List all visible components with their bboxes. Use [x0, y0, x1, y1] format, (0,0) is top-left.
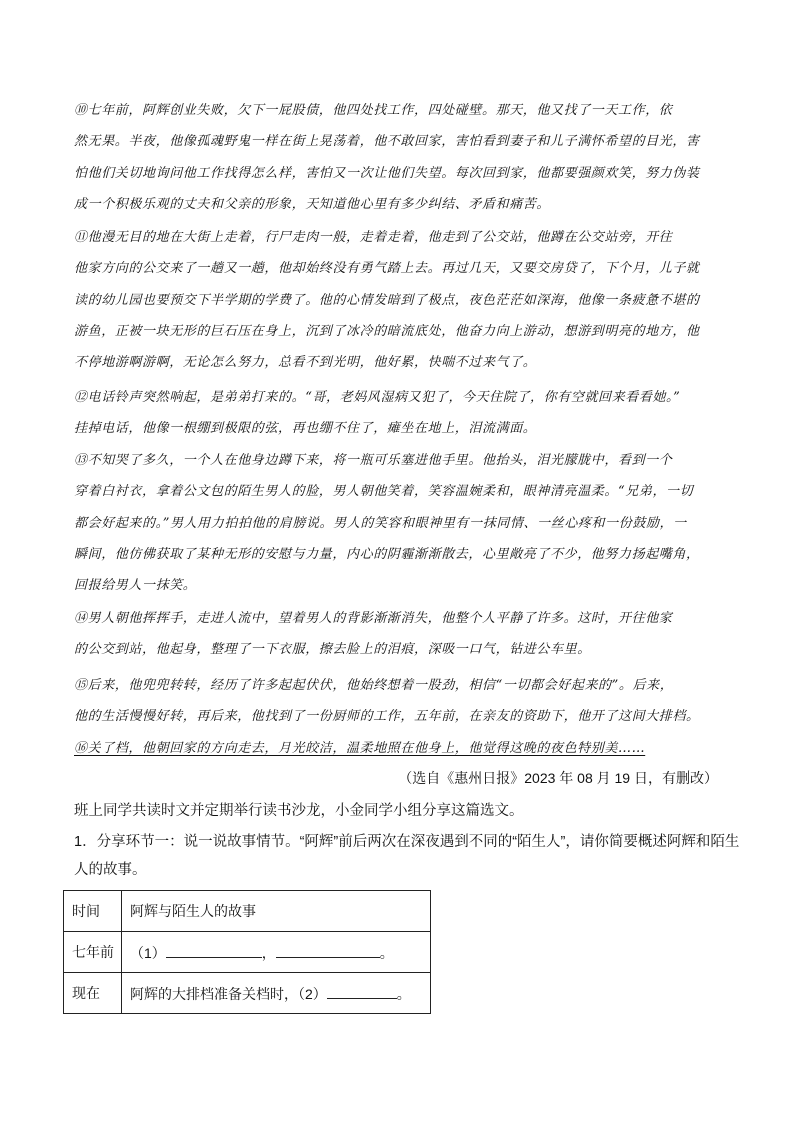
answer-blank-2[interactable]: [276, 941, 380, 958]
story-table: [63, 890, 431, 1014]
text-line: ⑮后来，他兜兜转转，经历了许多起起伏伏，他始终想着一股劲，相信“一切都会好起来的”。后来，: [74, 678, 674, 693]
answer-prefix: （1）: [130, 945, 166, 961]
answer-prefix: 阿辉的大排档准备关档时，（2）: [130, 986, 327, 1002]
text-line: 瞬间，他仿佛获取了某种无形的安慰与力量，内心的阴霾渐渐散去，心里敞亮了不少，他努力扬起嘴角，: [74, 546, 700, 562]
text-line: 游鱼，正被一块无形的巨石压在身上，沉到了冰冷的暗流底处，他奋力向上游动，想游到明亮的地方，他: [74, 323, 700, 339]
header-story: 阿辉与陌生人的故事: [122, 891, 431, 932]
text-line: 然无果。半夜，他像孤魂野鬼一样在街上晃荡着，他不敢回家，害怕看到妻子和儿子满怀希望的目光，害: [74, 134, 700, 150]
answer-suffix: 。: [396, 986, 411, 1002]
paragraph-10: [74, 95, 718, 220]
text-line: 都会好起来的。”男人用力拍拍他的肩膀说。男人的笑容和眼神里有一抹同情、一丝心疼和一份鼓励，一: [74, 515, 687, 531]
text-line: 怕他们关切地询问他工作找得怎么样，害怕又一次让他们失望。每次回到家，他都要强颜欢笑，努力伪装: [74, 165, 700, 181]
text-line: 回报给男人一抹笑。: [74, 578, 197, 594]
intro-text: 班上同学共读时文并定期举行读书沙龙，小金同学小组分享这篇选文。: [74, 803, 524, 819]
table-row: [64, 932, 431, 973]
text-line: ⑪他漫无目的地在大街上走着，行尸走肉一般，走着走着，他走到了公交站，他蹲在公交站旁，开往: [74, 230, 673, 245]
paragraph-12: [74, 382, 718, 445]
text-line: 读的幼儿园也要预交下半学期的学费了。他的心情发暗到了极点，夜色茫茫如深海，他像一条疲惫不堪的: [74, 292, 700, 308]
row-answer-cell: [122, 973, 431, 1014]
text-line: ⑩七年前，阿辉创业失败，欠下一屁股债，他四处找工作，四处碰壁。那天，他又找了一天工作，依: [74, 103, 673, 118]
answer-suffix: 。: [379, 945, 394, 961]
text-line: ⑭男人朝他挥挥手，走进人流中，望着男人的背影渐渐消失，他整个人平静了许多。这时，开往他家: [74, 611, 673, 626]
answer-separator: ，: [261, 945, 276, 961]
header-time: 时间: [64, 891, 122, 932]
paragraph-15: [74, 670, 718, 733]
text-line: 穿着白衬衣，拿着公文包的陌生男人的脸，男人朝他笑着，笑容温婉柔和，眼神清亮温柔。“兄弟，一切: [74, 484, 694, 500]
answer-blank-1[interactable]: [166, 941, 262, 958]
paragraph-11: [74, 222, 718, 378]
paragraph-16: [74, 733, 718, 764]
text-line: 他的生活慢慢好转，再后来，他找到了一份厨师的工作，五年前，在亲友的资助下，他开了这间大排档。: [74, 709, 700, 725]
text-line: 他家方向的公交来了一趟又一趟，他却始终没有勇气踏上去。再过几天，又要交房贷了，下个月，儿子就: [74, 261, 700, 277]
text-line: 的公交到站，他起身，整理了一下衣服，擦去脸上的泪痕，深吸一口气，钻进公车里。: [74, 642, 591, 658]
answer-blank-3[interactable]: [327, 982, 397, 999]
row-answer-cell: [122, 932, 431, 973]
row-time: 七年前: [64, 932, 122, 973]
source-citation: （选自《惠州日报》2023 年 08 月 19 日，有删改）: [398, 770, 718, 786]
paragraph-14: [74, 603, 718, 666]
text-line: ⑫电话铃声突然响起，是弟弟打来的。“哥，老妈风湿病又犯了，今天住院了，你有空就回来看看她。”: [74, 390, 681, 405]
table-row: [64, 973, 431, 1014]
table-header-row: [64, 891, 431, 932]
question-line: 1．分享环节一：说一说故事情节。“阿辉”前后两次在深夜遇到不同的“陌生人”，请你简要概述阿辉和陌生: [74, 834, 740, 850]
text-line-underlined: ⑯关了档，他朝回家的方向走去，月光皎洁，温柔地照在他身上，他觉得这晚的夜色特别美……: [74, 741, 646, 756]
text-line: 成一个积极乐观的丈夫和父亲的形象，天知道他心里有多少纠结、矛盾和痛苦。: [74, 196, 551, 212]
question-1: [74, 828, 740, 884]
text-line: 不停地游啊游啊，无论怎么努力，总看不到光明，他好累，快喘不过来气了。: [74, 355, 537, 371]
text-line: 挂掉电话，他像一根绷到极限的弦，再也绷不住了，瘫坐在地上，泪流满面。: [74, 421, 537, 437]
paragraph-13: [74, 445, 718, 601]
text-line: ⑬不知哭了多久，一个人在他身边蹲下来，将一瓶可乐塞进他手里。他抬头，泪光朦胧中，看到一个: [74, 453, 673, 468]
row-time: 现在: [64, 973, 122, 1014]
question-line: 人的故事。: [74, 862, 147, 878]
